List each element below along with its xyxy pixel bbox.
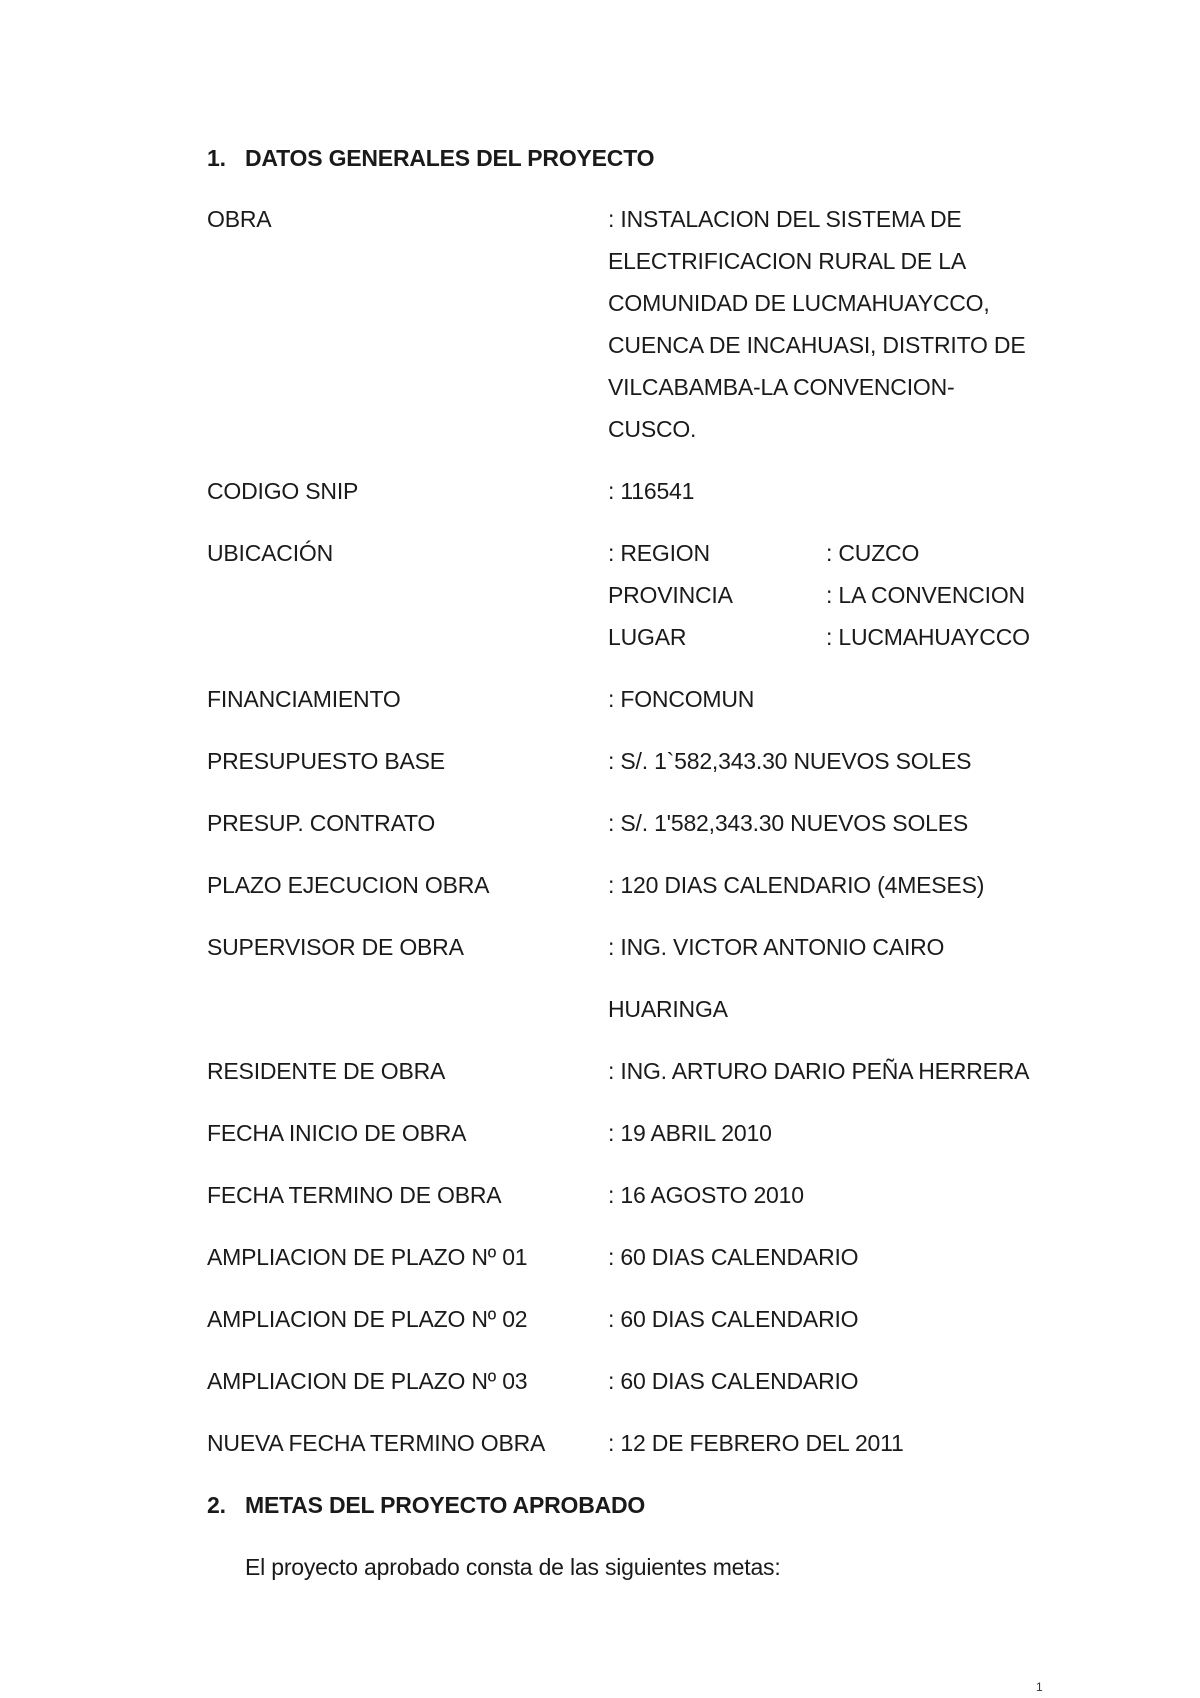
field-value-obra-line-4: CUENCA DE INCAHUASI, DISTRITO DE	[608, 332, 1026, 358]
ubicacion-value-lugar: : LUCMAHUAYCCO	[826, 624, 1030, 650]
field-label-codigo-snip: CODIGO SNIP	[207, 478, 359, 504]
section-1-heading	[207, 144, 654, 172]
field-value-obra-line-1: : INSTALACION DEL SISTEMA DE	[608, 206, 962, 232]
section-2-intro: El proyecto aprobado consta de las siguientes metas:	[245, 1554, 781, 1580]
page-number: 1	[1036, 1680, 1043, 1694]
ubicacion-key-lugar: LUGAR	[608, 624, 687, 650]
field-label-ubicacion: UBICACIÓN	[207, 540, 333, 566]
field-label-residente: RESIDENTE DE OBRA	[207, 1058, 446, 1084]
field-value-fecha-inicio: : 19 ABRIL 2010	[608, 1120, 772, 1146]
field-value-fecha-termino: : 16 AGOSTO 2010	[608, 1182, 804, 1208]
section-2-number: 2.	[207, 1492, 226, 1518]
field-label-obra: OBRA	[207, 206, 272, 232]
field-label-presupuesto-base: PRESUPUESTO BASE	[207, 748, 445, 774]
field-label-supervisor: SUPERVISOR DE OBRA	[207, 934, 464, 960]
ubicacion-value-region: : CUZCO	[826, 540, 920, 566]
field-label-fecha-termino: FECHA TERMINO DE OBRA	[207, 1182, 502, 1208]
field-value-nueva-fecha: : 12 DE FEBRERO DEL 2011	[608, 1430, 904, 1456]
field-value-ampliacion-01: : 60 DIAS CALENDARIO	[608, 1244, 859, 1270]
field-value-supervisor-line-2: HUARINGA	[608, 996, 728, 1022]
field-value-ampliacion-03: : 60 DIAS CALENDARIO	[608, 1368, 859, 1394]
field-label-nueva-fecha: NUEVA FECHA TERMINO OBRA	[207, 1430, 546, 1456]
field-label-fecha-inicio: FECHA INICIO DE OBRA	[207, 1120, 467, 1146]
field-value-obra-line-3: COMUNIDAD DE LUCMAHUAYCCO,	[608, 290, 990, 316]
field-label-plazo-ejecucion: PLAZO EJECUCION OBRA	[207, 872, 490, 898]
section-2-heading	[207, 1491, 645, 1519]
field-value-residente: : ING. ARTURO DARIO PEÑA HERRERA	[608, 1058, 1030, 1084]
section-2-title: METAS DEL PROYECTO APROBADO	[245, 1492, 646, 1518]
field-value-presup-contrato: : S/. 1'582,343.30 NUEVOS SOLES	[608, 810, 969, 836]
field-value-presupuesto-base: : S/. 1`582,343.30 NUEVOS SOLES	[608, 748, 972, 774]
field-value-plazo-ejecucion: : 120 DIAS CALENDARIO (4MESES)	[608, 872, 985, 898]
ubicacion-key-provincia: PROVINCIA	[608, 582, 733, 608]
section-1-number: 1.	[207, 145, 226, 171]
field-value-obra-line-2: ELECTRIFICACION RURAL DE LA	[608, 248, 966, 274]
field-label-ampliacion-01: AMPLIACION DE PLAZO Nº 01	[207, 1244, 528, 1270]
field-label-financiamiento: FINANCIAMIENTO	[207, 686, 401, 712]
field-value-financiamiento: : FONCOMUN	[608, 686, 755, 712]
field-label-ampliacion-03: AMPLIACION DE PLAZO Nº 03	[207, 1368, 528, 1394]
field-value-ampliacion-02: : 60 DIAS CALENDARIO	[608, 1306, 859, 1332]
section-1-title: DATOS GENERALES DEL PROYECTO	[245, 145, 655, 171]
ubicacion-key-region: : REGION	[608, 540, 710, 566]
field-value-supervisor-line-1: : ING. VICTOR ANTONIO CAIRO	[608, 934, 945, 960]
field-label-ampliacion-02: AMPLIACION DE PLAZO Nº 02	[207, 1306, 528, 1332]
ubicacion-value-provincia: : LA CONVENCION	[826, 582, 1025, 608]
field-value-codigo-snip: : 116541	[608, 478, 695, 504]
field-value-obra-line-6: CUSCO.	[608, 416, 697, 442]
field-label-presup-contrato: PRESUP. CONTRATO	[207, 810, 436, 836]
field-value-obra-line-5: VILCABAMBA-LA CONVENCION-	[608, 374, 955, 400]
